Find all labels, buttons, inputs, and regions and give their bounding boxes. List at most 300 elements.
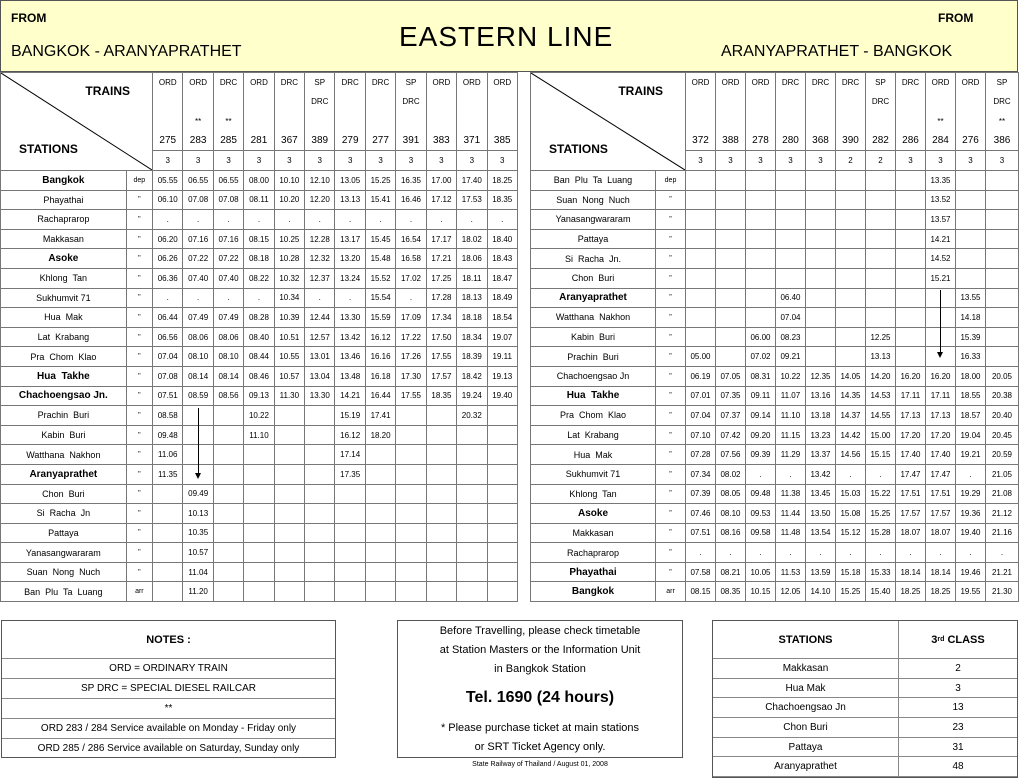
fare-station: Pattaya xyxy=(713,738,899,757)
time-cell: 15.25 xyxy=(365,171,395,191)
header-row-tr-type xyxy=(531,73,1019,93)
train-num-cell: 282 xyxy=(866,131,896,151)
train-type-cell: ORD xyxy=(716,73,746,93)
info-line-1: Before Travelling, please check timetable xyxy=(439,624,641,637)
time-cell xyxy=(365,484,395,504)
time-cell xyxy=(396,523,426,543)
time-cell xyxy=(806,288,836,308)
time-cell: 07.51 xyxy=(686,523,716,543)
time-cell xyxy=(396,484,426,504)
time-cell: 12.37 xyxy=(305,268,335,288)
time-cell xyxy=(244,582,274,602)
time-cell: 18.34 xyxy=(457,327,487,347)
time-cell: 11.10 xyxy=(776,406,806,426)
station-name: Aranyaprathet xyxy=(1,464,127,484)
time-cell: 18.20 xyxy=(365,425,395,445)
time-cell xyxy=(305,484,335,504)
time-cell xyxy=(716,288,746,308)
time-cell xyxy=(776,210,806,230)
train-sub-cell xyxy=(686,92,716,112)
fare-row xyxy=(713,757,1017,777)
time-cell xyxy=(396,582,426,602)
time-cell: 07.40 xyxy=(183,268,213,288)
time-cell xyxy=(335,484,365,504)
time-cell: 09.11 xyxy=(746,386,776,406)
train-type-cell: DRC xyxy=(213,73,243,93)
train-type-cell: DRC xyxy=(335,73,365,93)
time-cell: 07.05 xyxy=(716,366,746,386)
time-cell xyxy=(487,582,518,602)
train-type-cell: SP xyxy=(396,73,426,93)
time-cell xyxy=(896,249,926,269)
time-cell: 06.20 xyxy=(153,229,183,249)
time-cell: 07.04 xyxy=(776,308,806,328)
train-num-cell: 371 xyxy=(457,131,487,151)
time-cell: . xyxy=(986,543,1019,563)
time-cell: 15.59 xyxy=(365,308,395,328)
fare-row xyxy=(713,738,1017,758)
station-row xyxy=(1,484,518,504)
time-cell: 07.01 xyxy=(686,386,716,406)
time-cell: 10.32 xyxy=(274,268,304,288)
info-line-2: at Station Masters or the Information Unit xyxy=(439,643,641,656)
time-cell: 17.41 xyxy=(365,406,395,426)
train-num-cell: 281 xyxy=(244,131,274,151)
time-cell xyxy=(305,543,335,563)
time-cell: 06.26 xyxy=(153,249,183,269)
dep-arr-marker: " xyxy=(656,406,686,426)
time-cell: 14.53 xyxy=(866,386,896,406)
time-cell: 07.58 xyxy=(686,562,716,582)
time-cell xyxy=(986,249,1019,269)
time-cell: 07.08 xyxy=(183,190,213,210)
time-cell: 17.13 xyxy=(926,406,956,426)
train-sub-cell xyxy=(457,92,487,112)
time-cell xyxy=(365,445,395,465)
dep-arr-marker: " xyxy=(126,288,152,308)
time-cell: . xyxy=(365,210,395,230)
train-sub-cell xyxy=(746,92,776,112)
time-cell xyxy=(956,268,986,288)
station-row xyxy=(531,327,1019,347)
fare-station: Aranyaprathet xyxy=(713,757,899,776)
train-class-cell: 3 xyxy=(365,151,395,171)
train-type-cell: ORD xyxy=(956,73,986,93)
time-cell: . xyxy=(244,288,274,308)
time-cell: 18.47 xyxy=(487,268,518,288)
time-cell: 19.40 xyxy=(487,386,518,406)
time-cell: 14.52 xyxy=(926,249,956,269)
train-class-cell: 3 xyxy=(746,151,776,171)
time-cell xyxy=(274,582,304,602)
time-cell: 17.28 xyxy=(426,288,456,308)
time-cell xyxy=(806,171,836,191)
time-cell: 15.33 xyxy=(866,562,896,582)
time-cell xyxy=(426,543,456,563)
time-cell xyxy=(335,523,365,543)
train-mark-cell: ** xyxy=(986,112,1019,132)
time-cell xyxy=(213,582,243,602)
station-name: Bangkok xyxy=(1,171,127,191)
trains-label: TRAINS xyxy=(618,84,663,98)
dep-arr-marker: " xyxy=(656,504,686,524)
time-cell xyxy=(305,523,335,543)
time-cell: . xyxy=(716,543,746,563)
time-cell: 13.35 xyxy=(926,171,956,191)
time-cell: 10.34 xyxy=(274,288,304,308)
time-cell: 08.11 xyxy=(244,190,274,210)
train-sub-cell xyxy=(896,92,926,112)
time-cell: 07.42 xyxy=(716,425,746,445)
time-cell: 08.15 xyxy=(686,582,716,602)
time-cell: 20.45 xyxy=(986,425,1019,445)
time-cell: 07.10 xyxy=(686,425,716,445)
train-type-cell: ORD xyxy=(487,73,518,93)
time-cell xyxy=(396,406,426,426)
time-cell xyxy=(305,562,335,582)
time-cell xyxy=(274,523,304,543)
time-cell: 17.57 xyxy=(926,504,956,524)
time-cell xyxy=(365,504,395,524)
time-cell: 16.54 xyxy=(396,229,426,249)
time-cell: 17.30 xyxy=(396,366,426,386)
timetable-bangkok-aranyaprathet xyxy=(0,72,518,602)
time-cell: 18.25 xyxy=(896,582,926,602)
note-285: ORD 285 / 286 Service available on Saturday, Sunday only xyxy=(37,743,300,754)
train-class-cell: 3 xyxy=(457,151,487,171)
station-row xyxy=(531,347,1019,367)
time-cell: 07.56 xyxy=(716,445,746,465)
time-cell xyxy=(806,308,836,328)
station-name: Rachaprarop xyxy=(1,210,127,230)
time-cell: . xyxy=(896,543,926,563)
train-sub-cell xyxy=(956,92,986,112)
time-cell: 10.28 xyxy=(274,249,304,269)
time-cell xyxy=(986,347,1019,367)
time-cell: 15.45 xyxy=(365,229,395,249)
time-cell: 16.12 xyxy=(335,425,365,445)
time-cell: . xyxy=(426,210,456,230)
time-cell: . xyxy=(213,210,243,230)
time-cell: 08.59 xyxy=(183,386,213,406)
time-cell: 08.35 xyxy=(716,582,746,602)
time-cell xyxy=(836,190,866,210)
time-cell: 17.55 xyxy=(396,386,426,406)
time-cell: 11.48 xyxy=(776,523,806,543)
train-type-cell: ORD xyxy=(926,73,956,93)
time-cell xyxy=(426,406,456,426)
time-cell: 14.18 xyxy=(956,308,986,328)
from-right: FROM xyxy=(938,11,974,25)
time-cell xyxy=(746,268,776,288)
station-name: Yanasangwararam xyxy=(531,210,656,230)
station-row xyxy=(1,347,518,367)
time-cell: 13.24 xyxy=(335,268,365,288)
time-cell xyxy=(457,523,487,543)
time-cell xyxy=(335,543,365,563)
time-cell xyxy=(986,288,1019,308)
info-line-5: or SRT Ticket Agency only. xyxy=(474,740,606,753)
time-cell: 19.11 xyxy=(487,347,518,367)
train-type-cell: ORD xyxy=(686,73,716,93)
time-cell xyxy=(457,543,487,563)
time-cell xyxy=(244,523,274,543)
train-type-cell: ORD xyxy=(457,73,487,93)
time-cell xyxy=(896,288,926,308)
time-cell: 18.07 xyxy=(896,523,926,543)
time-cell xyxy=(866,288,896,308)
time-cell xyxy=(806,249,836,269)
time-cell: 17.26 xyxy=(396,347,426,367)
station-name: Watthana Nakhon xyxy=(1,445,127,465)
time-cell xyxy=(213,445,243,465)
time-cell xyxy=(153,523,183,543)
time-cell: 10.25 xyxy=(274,229,304,249)
train-num-cell: 390 xyxy=(836,131,866,151)
time-cell xyxy=(986,210,1019,230)
time-cell: 13.01 xyxy=(305,347,335,367)
time-cell: 08.21 xyxy=(716,562,746,582)
time-cell: 18.40 xyxy=(487,229,518,249)
time-cell: 08.28 xyxy=(244,308,274,328)
time-cell: 18.54 xyxy=(487,308,518,328)
time-cell: 17.34 xyxy=(426,308,456,328)
station-name: Chachoengsao Jn. xyxy=(1,386,127,406)
time-cell: 17.51 xyxy=(896,484,926,504)
note-283: ORD 283 / 284 Service available on Monday - Friday only xyxy=(2,719,335,739)
time-cell: 14.10 xyxy=(806,582,836,602)
train-class-cell: 3 xyxy=(686,151,716,171)
time-cell xyxy=(213,484,243,504)
station-row xyxy=(531,268,1019,288)
time-cell: 17.11 xyxy=(926,386,956,406)
time-cell: 12.20 xyxy=(305,190,335,210)
train-mark-cell: ** xyxy=(213,112,243,132)
time-cell: 07.16 xyxy=(183,229,213,249)
time-cell: 10.51 xyxy=(274,327,304,347)
time-cell xyxy=(986,171,1019,191)
trains-label: TRAINS xyxy=(85,84,131,98)
time-cell: 10.22 xyxy=(776,366,806,386)
time-cell xyxy=(244,484,274,504)
train-sub-cell xyxy=(213,92,243,112)
time-cell: 15.12 xyxy=(836,523,866,543)
time-cell: 12.35 xyxy=(806,366,836,386)
train-class-cell: 3 xyxy=(926,151,956,171)
time-cell xyxy=(274,445,304,465)
dep-arr-marker: " xyxy=(126,268,152,288)
time-cell: 15.41 xyxy=(365,190,395,210)
time-cell: 13.30 xyxy=(335,308,365,328)
station-name: Bangkok xyxy=(531,582,656,602)
train-class-cell: 2 xyxy=(836,151,866,171)
arrow-down-icon xyxy=(198,408,199,475)
time-cell: 07.39 xyxy=(686,484,716,504)
train-class-cell: 3 xyxy=(986,151,1019,171)
train-type-cell: SP xyxy=(986,73,1019,93)
time-cell: 15.15 xyxy=(866,445,896,465)
station-name: Sukhumvit 71 xyxy=(531,464,656,484)
train-class-cell: 2 xyxy=(866,151,896,171)
time-cell xyxy=(305,504,335,524)
time-cell xyxy=(426,523,456,543)
time-cell xyxy=(457,504,487,524)
time-cell: 12.44 xyxy=(305,308,335,328)
station-name: Makkasan xyxy=(531,523,656,543)
station-row xyxy=(531,288,1019,308)
fare-box xyxy=(712,620,1018,778)
time-cell xyxy=(305,582,335,602)
train-type-cell: SP xyxy=(866,73,896,93)
header-row-tr-type xyxy=(1,73,518,93)
train-class-cell: 3 xyxy=(305,151,335,171)
time-cell: . xyxy=(866,543,896,563)
time-cell: 20.32 xyxy=(457,406,487,426)
time-cell: 14.56 xyxy=(836,445,866,465)
time-cell: 07.08 xyxy=(213,190,243,210)
time-cell: 11.35 xyxy=(153,464,183,484)
time-cell: 06.00 xyxy=(746,327,776,347)
footer-credit: State Railway of Thailand / August 01, 2008 xyxy=(472,761,608,768)
time-cell: 14.42 xyxy=(836,425,866,445)
train-class-cell: 3 xyxy=(487,151,518,171)
time-cell: 08.56 xyxy=(213,386,243,406)
station-name: Hua Mak xyxy=(1,308,127,328)
station-row xyxy=(1,229,518,249)
station-name: Lat Krabang xyxy=(1,327,127,347)
train-mark-cell xyxy=(365,112,395,132)
station-row xyxy=(1,308,518,328)
station-name: Suan Nong Nuch xyxy=(1,562,127,582)
note-ord: ORD = ORDINARY TRAIN xyxy=(2,659,335,679)
station-row xyxy=(1,210,518,230)
dep-arr-marker: " xyxy=(126,464,152,484)
time-cell xyxy=(426,464,456,484)
train-sub-cell: DRC xyxy=(305,92,335,112)
time-cell: 07.49 xyxy=(213,308,243,328)
time-cell: . xyxy=(746,543,776,563)
time-cell xyxy=(487,445,518,465)
time-cell: 06.56 xyxy=(153,327,183,347)
time-cell: 18.00 xyxy=(956,366,986,386)
time-cell: 18.13 xyxy=(457,288,487,308)
time-cell: 10.13 xyxy=(183,504,213,524)
time-cell: 18.35 xyxy=(487,190,518,210)
dep-arr-marker: arr xyxy=(656,582,686,602)
time-cell: 17.51 xyxy=(926,484,956,504)
time-cell xyxy=(457,562,487,582)
time-cell xyxy=(836,268,866,288)
train-sub-cell xyxy=(806,92,836,112)
time-cell xyxy=(836,347,866,367)
time-cell xyxy=(956,171,986,191)
time-cell xyxy=(836,327,866,347)
train-num-cell: 280 xyxy=(776,131,806,151)
time-cell xyxy=(836,229,866,249)
dep-arr-marker: " xyxy=(126,210,152,230)
time-cell: 08.40 xyxy=(244,327,274,347)
fare-row xyxy=(713,718,1017,738)
time-cell: . xyxy=(776,543,806,563)
time-cell xyxy=(396,425,426,445)
dep-arr-marker: " xyxy=(656,484,686,504)
time-cell: 12.10 xyxy=(305,171,335,191)
train-mark-cell xyxy=(305,112,335,132)
time-cell: 06.40 xyxy=(776,288,806,308)
time-cell xyxy=(716,268,746,288)
time-cell: 08.06 xyxy=(213,327,243,347)
page-title: EASTERN LINE xyxy=(399,21,614,52)
time-cell: 13.17 xyxy=(335,229,365,249)
time-cell xyxy=(335,504,365,524)
time-cell: 18.06 xyxy=(457,249,487,269)
time-cell xyxy=(686,210,716,230)
time-cell xyxy=(896,210,926,230)
time-cell xyxy=(457,582,487,602)
time-cell xyxy=(716,171,746,191)
station-row xyxy=(1,425,518,445)
time-cell: . xyxy=(305,210,335,230)
time-cell: 14.35 xyxy=(836,386,866,406)
time-cell: 17.40 xyxy=(896,445,926,465)
fare-station: Makkasan xyxy=(713,659,899,678)
train-mark-cell xyxy=(806,112,836,132)
station-name: Prachin Buri xyxy=(531,347,656,367)
time-cell: 19.55 xyxy=(956,582,986,602)
time-cell: 07.02 xyxy=(746,347,776,367)
time-cell: 11.44 xyxy=(776,504,806,524)
time-cell: 17.57 xyxy=(426,366,456,386)
dep-arr-marker: " xyxy=(656,543,686,563)
time-cell: 14.37 xyxy=(836,406,866,426)
time-cell: 17.13 xyxy=(896,406,926,426)
station-row xyxy=(1,327,518,347)
train-num-cell: 283 xyxy=(183,131,213,151)
time-cell: 08.05 xyxy=(716,484,746,504)
station-name: Ban Plu Ta Luang xyxy=(1,582,127,602)
time-cell xyxy=(686,171,716,191)
time-cell xyxy=(746,171,776,191)
time-cell xyxy=(487,562,518,582)
time-cell: 21.08 xyxy=(986,484,1019,504)
dep-arr-marker: " xyxy=(126,308,152,328)
time-cell: 13.50 xyxy=(806,504,836,524)
train-class-cell: 3 xyxy=(244,151,274,171)
time-cell: 08.16 xyxy=(716,523,746,543)
station-row xyxy=(531,484,1019,504)
train-num-cell: 391 xyxy=(396,131,426,151)
dep-arr-marker: " xyxy=(656,523,686,543)
time-cell: 19.07 xyxy=(487,327,518,347)
time-cell: 17.47 xyxy=(896,464,926,484)
fare-header-station: STATIONS xyxy=(713,621,899,658)
dep-arr-marker: " xyxy=(656,562,686,582)
station-name: Ban Plu Ta Luang xyxy=(531,171,656,191)
train-num-cell: 279 xyxy=(335,131,365,151)
time-cell: 15.00 xyxy=(866,425,896,445)
fare-price: 13 xyxy=(952,702,964,714)
train-mark-cell xyxy=(396,112,426,132)
time-cell: . xyxy=(776,464,806,484)
train-num-cell: 386 xyxy=(986,131,1019,151)
dep-arr-marker: " xyxy=(126,249,152,269)
train-mark-cell xyxy=(896,112,926,132)
time-cell xyxy=(746,210,776,230)
station-name: Phayathai xyxy=(531,562,656,582)
time-cell: 13.57 xyxy=(926,210,956,230)
time-cell: 11.30 xyxy=(274,386,304,406)
train-mark-cell xyxy=(487,112,518,132)
